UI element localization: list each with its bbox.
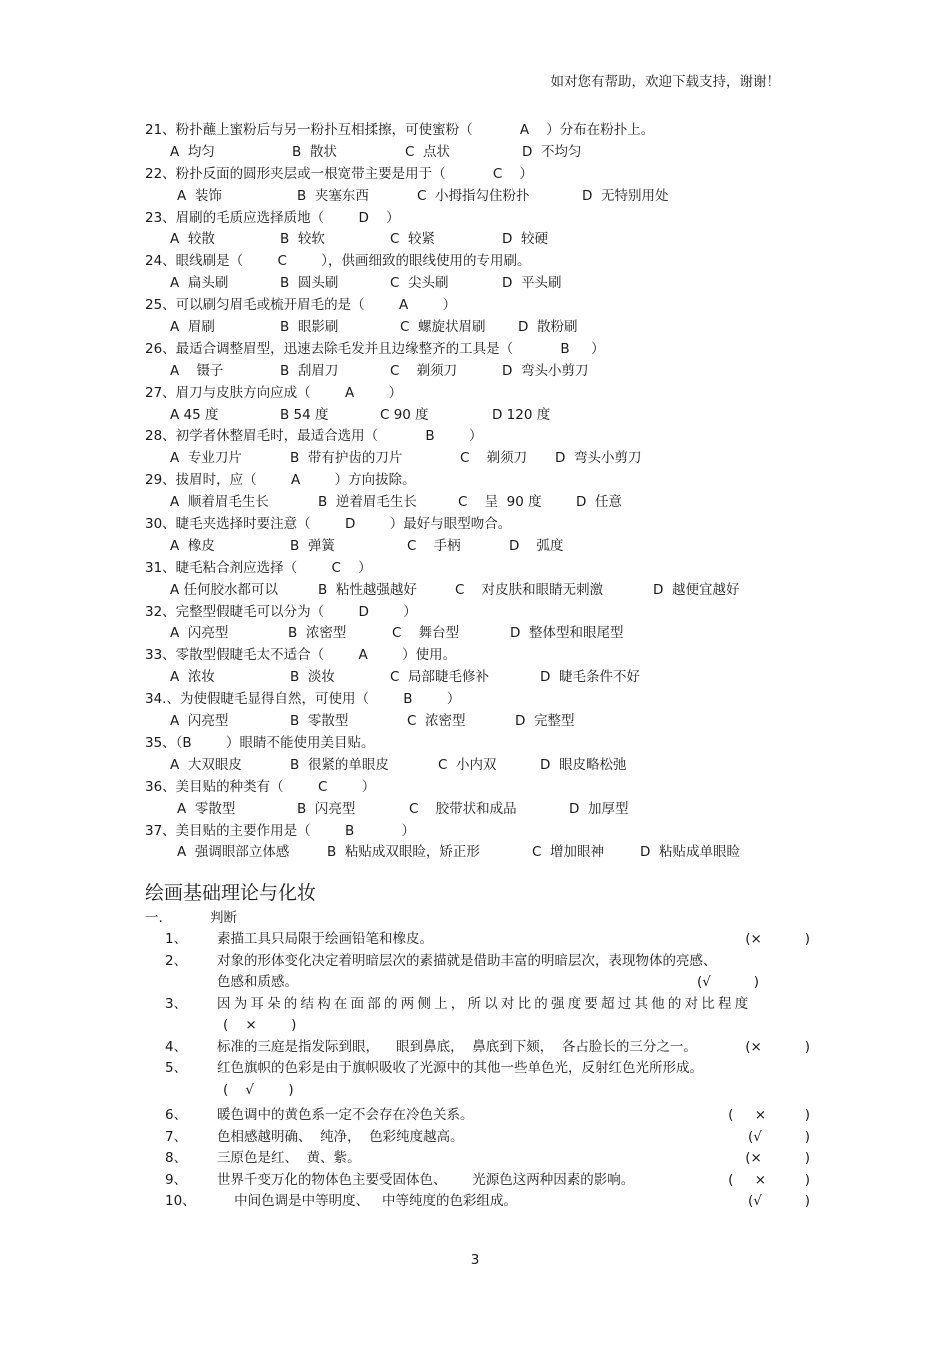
option-item: D 弧度 [509, 537, 564, 554]
option-item: C 增加眼神 [532, 844, 605, 861]
judgment-answer: ( × ) [728, 1171, 810, 1188]
option-row [145, 405, 815, 427]
option-item: C 呈 90 度 [458, 494, 542, 511]
option-item: D 120 度 [492, 406, 551, 423]
question-text: 26、最适合调整眉型，迅速去除毛发并且边缘整齐的工具是（ B ） [145, 340, 605, 357]
judgment-answer: (√ ) [747, 1128, 810, 1145]
option-item: D 整体型和眼尾型 [510, 625, 624, 642]
option-item: B 很紧的单眼皮 [290, 756, 389, 773]
option-item: C 90 度 [380, 406, 429, 423]
judgment-list [145, 929, 815, 1213]
option-item: B 刮眉刀 [280, 362, 339, 379]
option-item: B 较软 [280, 231, 325, 248]
judgment-body [217, 951, 815, 994]
option-item: A 浓妆 [170, 669, 215, 686]
subsection-heading [145, 908, 815, 929]
judgment-number: 10、 [165, 1193, 196, 1210]
judgment-answer: (√ ) [697, 974, 760, 991]
question-text: 37、美目贴的主要作用是（ B ） [145, 822, 415, 839]
option-item: C 螺旋状眉刷 [400, 319, 486, 336]
question-list [145, 120, 815, 864]
question-text: 35、（B ）眼睛不能使用美目贴。 [145, 734, 375, 751]
option-item: A 任何胶水都可以 [170, 581, 279, 598]
option-item: A 较散 [170, 231, 215, 248]
judgment-body [217, 1058, 815, 1101]
question-text: 31、睫毛粘合剂应选择（ C ） [145, 559, 372, 576]
option-item: A 均匀 [170, 143, 215, 160]
option-row [145, 711, 815, 733]
option-item: C 局部睫毛修补 [390, 669, 490, 686]
question-text: 28、初学者休整眉毛时，最适合选用（ B ） [145, 428, 483, 445]
option-row [145, 186, 815, 208]
option-item: D 越便宜越好 [653, 581, 740, 598]
option-item: C 较紧 [390, 231, 436, 248]
option-item: B 淡妆 [290, 669, 335, 686]
option-item: C 对皮肤和眼睛无刺激 [455, 581, 604, 598]
judgment-text: 因为耳朵的结构在面部的两侧上，所以对比的强度要超过其他的对比程度 [217, 995, 752, 1012]
judgment-number: 6、 [165, 1107, 188, 1124]
option-row [145, 317, 815, 339]
option-item: B 眼影刷 [280, 319, 339, 336]
judgment-item [145, 951, 815, 994]
judgment-answer: (√ ) [747, 1193, 810, 1210]
option-item: D 平头刷 [502, 275, 562, 292]
option-item: C 点状 [405, 143, 451, 160]
judgment-answer: ( × ) [223, 1017, 297, 1034]
question-text: 30、睫毛夹选择时要注意（ D ）最好与眼型吻合。 [145, 516, 512, 533]
judgment-text: 中间色调是中等明度、 中等纯度的色彩组成。 [217, 1193, 518, 1210]
judgment-item [145, 1148, 815, 1170]
option-item: D 任意 [576, 494, 622, 511]
option-item: B 54 度 [280, 406, 329, 423]
option-row [145, 623, 815, 645]
option-item: A 大双眼皮 [170, 756, 242, 773]
option-item: D 散粉刷 [518, 319, 578, 336]
option-item: A 镊子 [170, 362, 224, 379]
question-text: 21、粉扑蘸上蜜粉后与另一粉扑互相揉擦，可使蜜粉（ A ）分布在粉扑上。 [145, 122, 655, 138]
judgment-text: 暖色调中的黄色系一定不会存在冷色关系。 [217, 1107, 474, 1124]
option-item: B 圆头刷 [280, 275, 339, 292]
option-item: D 弯头小剪刀 [502, 362, 589, 379]
question-text: 33、零散型假睫毛太不适合（ A ）使用。 [145, 647, 457, 664]
judgment-number: 1、 [165, 931, 188, 948]
judgment-body [217, 1037, 815, 1059]
option-row [145, 492, 815, 514]
option-item: A 橡皮 [170, 537, 215, 554]
option-item: B 闪亮型 [297, 800, 356, 817]
judgment-number: 7、 [165, 1128, 188, 1145]
judgment-number: 5、 [165, 1060, 188, 1077]
option-row [145, 361, 815, 383]
judgment-number: 9、 [165, 1171, 188, 1188]
judgment-answer: (× ) [745, 1038, 810, 1055]
option-row [145, 799, 815, 821]
option-item: D 完整型 [515, 713, 575, 730]
judgment-item [145, 1058, 815, 1101]
judgment-body [217, 1127, 815, 1149]
option-item: C 手柄 [407, 537, 461, 554]
judgment-answer: (× ) [745, 1150, 810, 1167]
judgment-number: 3、 [165, 995, 188, 1012]
judgment-text: 世界千变万化的物体色主要受固体色、 光源色这两种因素的影响。 [217, 1171, 635, 1188]
option-row [145, 536, 815, 558]
judgment-number: 8、 [165, 1150, 188, 1167]
option-item: B 浓密型 [288, 625, 347, 642]
question-text: 36、美目贴的种类有（ C ） [145, 778, 376, 795]
section-title: 绘画基础理论与化妆 [145, 882, 317, 905]
document-body [145, 120, 815, 1213]
option-item: C 舞台型 [392, 625, 460, 642]
option-item: D 弯头小剪刀 [555, 450, 642, 467]
option-row [145, 273, 815, 295]
judgment-text: 红色旗帜的色彩是由于旗帜吸收了光源中的其他一些单色光，反射红色光所形成。 [217, 1060, 703, 1077]
option-item: D 眼皮略松弛 [540, 756, 627, 773]
option-item: B 粘贴成双眼睑，矫正形 [327, 844, 480, 861]
option-row [145, 580, 815, 602]
judgment-item [145, 1191, 815, 1213]
option-row [145, 448, 815, 470]
judgment-number: 2、 [165, 952, 188, 969]
page-header: 如对您有帮助，欢迎下载支持，谢谢！ [550, 74, 780, 90]
judgment-text: 对象的形体变化决定着明暗层次的素描就是借助丰富的明暗层次，表现物体的亮感、 [217, 952, 717, 969]
subsection-title: 判断 [210, 910, 237, 927]
judgment-answer: ( √ ) [223, 1081, 294, 1098]
judgment-text-continued: 色感和质感。 [217, 974, 298, 991]
option-item: D 睫毛条件不好 [540, 669, 640, 686]
option-item: B 零散型 [290, 713, 349, 730]
option-item: C 小拇指勾住粉扑 [417, 187, 530, 204]
judgment-item [145, 1127, 815, 1149]
option-row [145, 667, 815, 689]
option-item: A 眉刷 [170, 319, 215, 336]
judgment-number: 4、 [165, 1038, 188, 1055]
judgment-text: 素描工具只局限于绘画铅笔和橡皮。 [217, 931, 433, 948]
page-number: 3 [470, 1252, 480, 1268]
option-item: B 逆着眉毛生长 [318, 494, 417, 511]
option-row [145, 755, 815, 777]
option-item: B 带有护齿的刀片 [290, 450, 403, 467]
option-item: A 闪亮型 [170, 713, 229, 730]
question-text: 32、完整型假睫毛可以分为（ D ） [145, 603, 417, 620]
option-item: A 专业刀片 [170, 450, 242, 467]
judgment-text: 色相感越明确、 纯净， 色彩纯度越高。 [217, 1128, 464, 1145]
judgment-text: 标准的三庭是指发际到眼， 眼到鼻底， 鼻底到下颏， 各占脸长的三分之一。 [217, 1038, 697, 1055]
judgment-text: 三原色是红、 黄、紫。 [217, 1150, 361, 1167]
option-item: D 较硬 [502, 231, 548, 248]
question-text: 27、眉刀与皮肤方向应成（ A ） [145, 384, 403, 401]
option-item: B 粘性越强越好 [318, 581, 417, 598]
question-text: 22、粉扑反面的圆形夹层或一根宽带主要是用于（ C ） [145, 165, 533, 182]
option-item: B 散状 [292, 143, 337, 160]
option-item: A 顺着眉毛生长 [170, 494, 269, 511]
option-item: A 扁头刷 [170, 275, 229, 292]
option-item: A 装饰 [177, 187, 222, 204]
option-item: C 小内双 [438, 756, 497, 773]
judgment-body [217, 1191, 815, 1213]
option-item: C 浓密型 [407, 713, 466, 730]
question-text: 23、眉刷的毛质应选择质地（ D ） [145, 209, 400, 226]
option-item: D 加厚型 [569, 800, 629, 817]
judgment-body [217, 994, 815, 1037]
question-text: 24、眼线刷是（ C ），供画细致的眼线使用的专用刷。 [145, 253, 531, 270]
option-item: C 胶带状和成品 [409, 800, 517, 817]
judgment-item [145, 1105, 815, 1127]
option-item: D 无特别用处 [582, 187, 669, 204]
option-item: C 尖头刷 [390, 275, 449, 292]
option-row [145, 142, 815, 164]
option-item: A 45 度 [170, 406, 219, 423]
option-item: A 零散型 [177, 800, 236, 817]
judgment-item [145, 1037, 815, 1059]
judgment-answer: (× ) [745, 931, 810, 948]
option-item: D 粘贴成单眼睑 [640, 844, 740, 861]
judgment-body [217, 1148, 815, 1170]
option-row [145, 229, 815, 251]
option-item: B 弹簧 [290, 537, 335, 554]
question-text: 34.、为使假睫毛显得自然，可使用（ B ） [145, 691, 461, 708]
judgment-item [145, 1170, 815, 1192]
question-text: 25、可以刷匀眉毛或梳开眉毛的是（ A ） [145, 297, 457, 314]
judgment-answer: ( × ) [728, 1107, 810, 1124]
question-text: 29、拔眉时，应（ A ）方向拔除。 [145, 472, 416, 489]
option-row [145, 842, 815, 864]
option-item: C 剃须刀 [460, 450, 528, 467]
option-item: B 夹塞东西 [297, 187, 369, 204]
judgment-item [145, 929, 815, 951]
judgment-body [217, 929, 815, 951]
option-item: A 强调眼部立体感 [177, 844, 290, 861]
judgment-body [217, 1170, 815, 1192]
judgment-body [217, 1105, 815, 1127]
subsection-number: 一. [145, 910, 163, 927]
option-item: A 闪亮型 [170, 625, 229, 642]
option-item: C 剃须刀 [390, 362, 458, 379]
option-item: D 不均匀 [522, 143, 582, 160]
judgment-item [145, 994, 815, 1037]
